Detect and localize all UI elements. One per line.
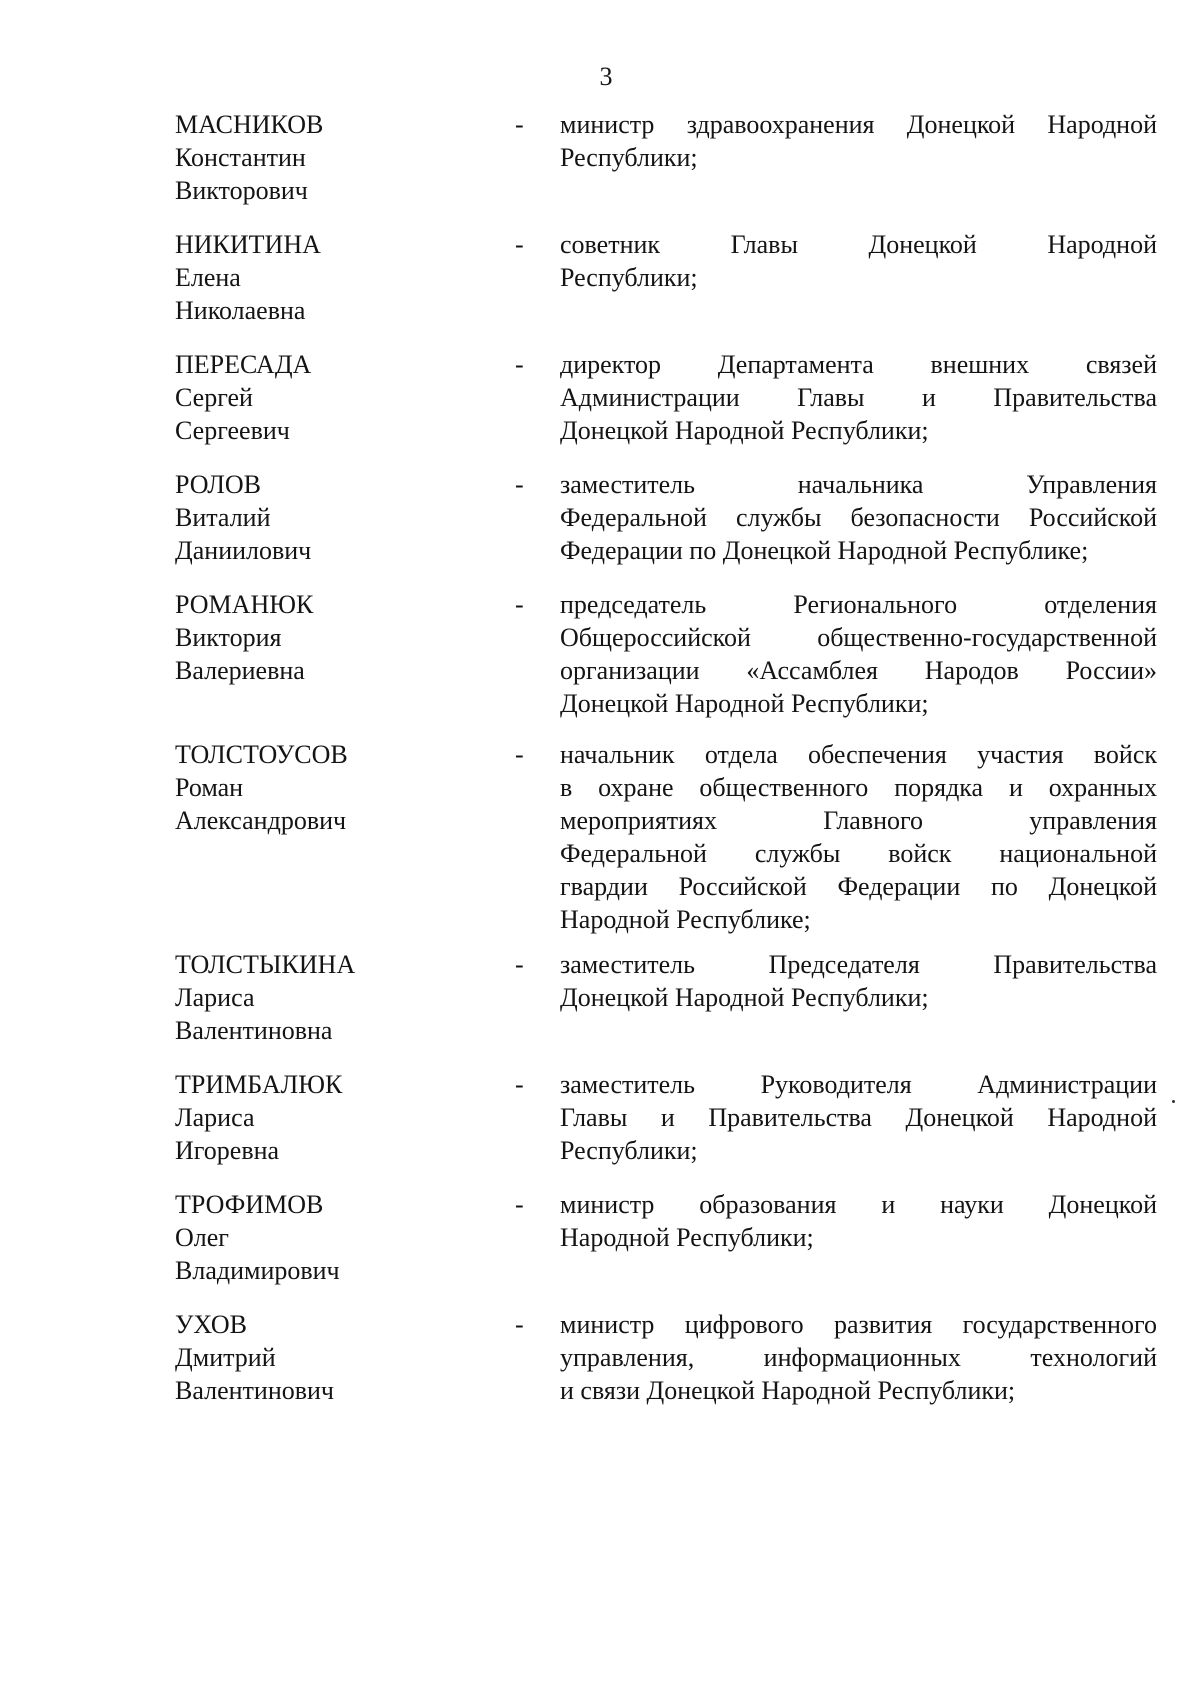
position-line: Федеральной службы войск национальной [560,839,1157,868]
person-position [560,228,1157,294]
person-first-name: Дмитрий [175,1343,276,1372]
personnel-entry [0,588,1200,718]
separator-dash: - [515,950,524,979]
separator-dash: - [515,740,524,769]
position-line: мероприятиях Главного управления [560,806,1157,835]
position-line: Администрации Главы и Правительства [560,383,1157,412]
person-patronymic: Валентиновна [175,1016,333,1045]
position-line: Республики; [560,143,698,172]
person-surname: РОМАНЮК [175,590,314,619]
personnel-entry [0,468,1200,567]
position-line: управления, информационных технологий [560,1343,1157,1372]
position-line: Народной Республике; [560,905,811,934]
separator-dash: - [515,230,524,259]
person-surname: ТОЛСТЫКИНА [175,950,356,979]
person-first-name: Лариса [175,983,255,1012]
person-surname: ТРОФИМОВ [175,1190,324,1219]
person-patronymic: Валериевна [175,656,305,685]
position-line: Донецкой Народной Республики; [560,689,929,718]
person-surname: НИКИТИНА [175,230,321,259]
position-line: Народной Республики; [560,1223,814,1252]
separator-dash: - [515,590,524,619]
person-first-name: Сергей [175,383,253,412]
position-line: министр здравоохранения Донецкой Народной [560,110,1157,139]
person-position [560,468,1157,567]
separator-dash: - [515,350,524,379]
person-patronymic: Владимирович [175,1256,340,1285]
position-line: Федерации по Донецкой Народной Республике; [560,536,1089,565]
position-line: заместитель Председателя Правительства [560,950,1157,979]
personnel-entry [0,738,1200,934]
person-position [560,1308,1157,1407]
person-name [175,588,505,687]
person-name [175,1308,505,1407]
person-name [175,738,505,837]
position-line: советник Главы Донецкой Народной [560,230,1157,259]
separator-dash: - [515,1190,524,1219]
position-line: Главы и Правительства Донецкой Народной [560,1103,1157,1132]
position-line: директор Департамента внешних связей [560,350,1157,379]
person-position [560,948,1157,1014]
position-line: заместитель начальника Управления [560,470,1157,499]
person-name [175,108,505,207]
person-name [175,948,505,1047]
position-line: и связи Донецкой Народной Республики; [560,1376,1016,1405]
separator-dash: - [515,470,524,499]
person-first-name: Виталий [175,503,271,532]
position-line: Донецкой Народной Республики; [560,416,929,445]
separator-dash: - [515,1310,524,1339]
person-patronymic: Сергеевич [175,416,290,445]
separator-dash: - [515,1070,524,1099]
position-line: Федеральной службы безопасности Российской [560,503,1157,532]
person-first-name: Елена [175,263,241,292]
person-patronymic: Валентинович [175,1376,334,1405]
position-line: Республики; [560,263,698,292]
person-surname: ПЕРЕСАДА [175,350,312,379]
personnel-entry [0,1188,1200,1287]
page-number: 3 [599,62,613,91]
position-line: Общероссийской общественно-государственной [560,623,1157,652]
personnel-entry [0,108,1200,207]
person-name [175,1068,505,1167]
person-first-name: Виктория [175,623,282,652]
position-line: организации «Ассамблея Народов России» [560,656,1157,685]
person-position [560,588,1157,720]
person-position [560,1188,1157,1254]
person-position [560,348,1157,447]
person-patronymic: Николаевна [175,296,306,325]
person-surname: МАСНИКОВ [175,110,324,139]
person-surname: РОЛОВ [175,470,262,499]
personnel-entry [0,1068,1200,1167]
person-surname: ТРИМБАЛЮК [175,1070,343,1099]
person-first-name: Олег [175,1223,229,1252]
position-line: Донецкой Народной Республики; [560,983,929,1012]
person-patronymic: Александрович [175,806,347,835]
person-patronymic: Викторович [175,176,308,205]
person-surname: УХОВ [175,1310,247,1339]
person-position [560,738,1157,936]
person-patronymic: Даниилович [175,536,312,565]
personnel-entry [0,228,1200,327]
person-position [560,108,1157,174]
person-name [175,468,505,567]
position-line: Республики; [560,1136,698,1165]
personnel-entry [0,1308,1200,1407]
position-line: начальник отдела обеспечения участия войск [560,740,1157,769]
position-line: министр образования и науки Донецкой [560,1190,1157,1219]
person-name [175,348,505,447]
person-first-name: Константин [175,143,306,172]
person-position [560,1068,1157,1167]
person-name [175,1188,505,1287]
position-line: в охране общественного порядка и охранных [560,773,1157,802]
person-first-name: Лариса [175,1103,255,1132]
personnel-entry [0,948,1200,1047]
scan-speck [1172,1100,1175,1103]
personnel-entry [0,348,1200,447]
person-patronymic: Игоревна [175,1136,280,1165]
position-line: заместитель Руководителя Администрации [560,1070,1157,1099]
separator-dash: - [515,110,524,139]
person-surname: ТОЛСТОУСОВ [175,740,348,769]
person-first-name: Роман [175,773,244,802]
position-line: председатель Регионального отделения [560,590,1157,619]
person-name [175,228,505,327]
position-line: гвардии Российской Федерации по Донецкой [560,872,1157,901]
position-line: министр цифрового развития государственного [560,1310,1157,1339]
